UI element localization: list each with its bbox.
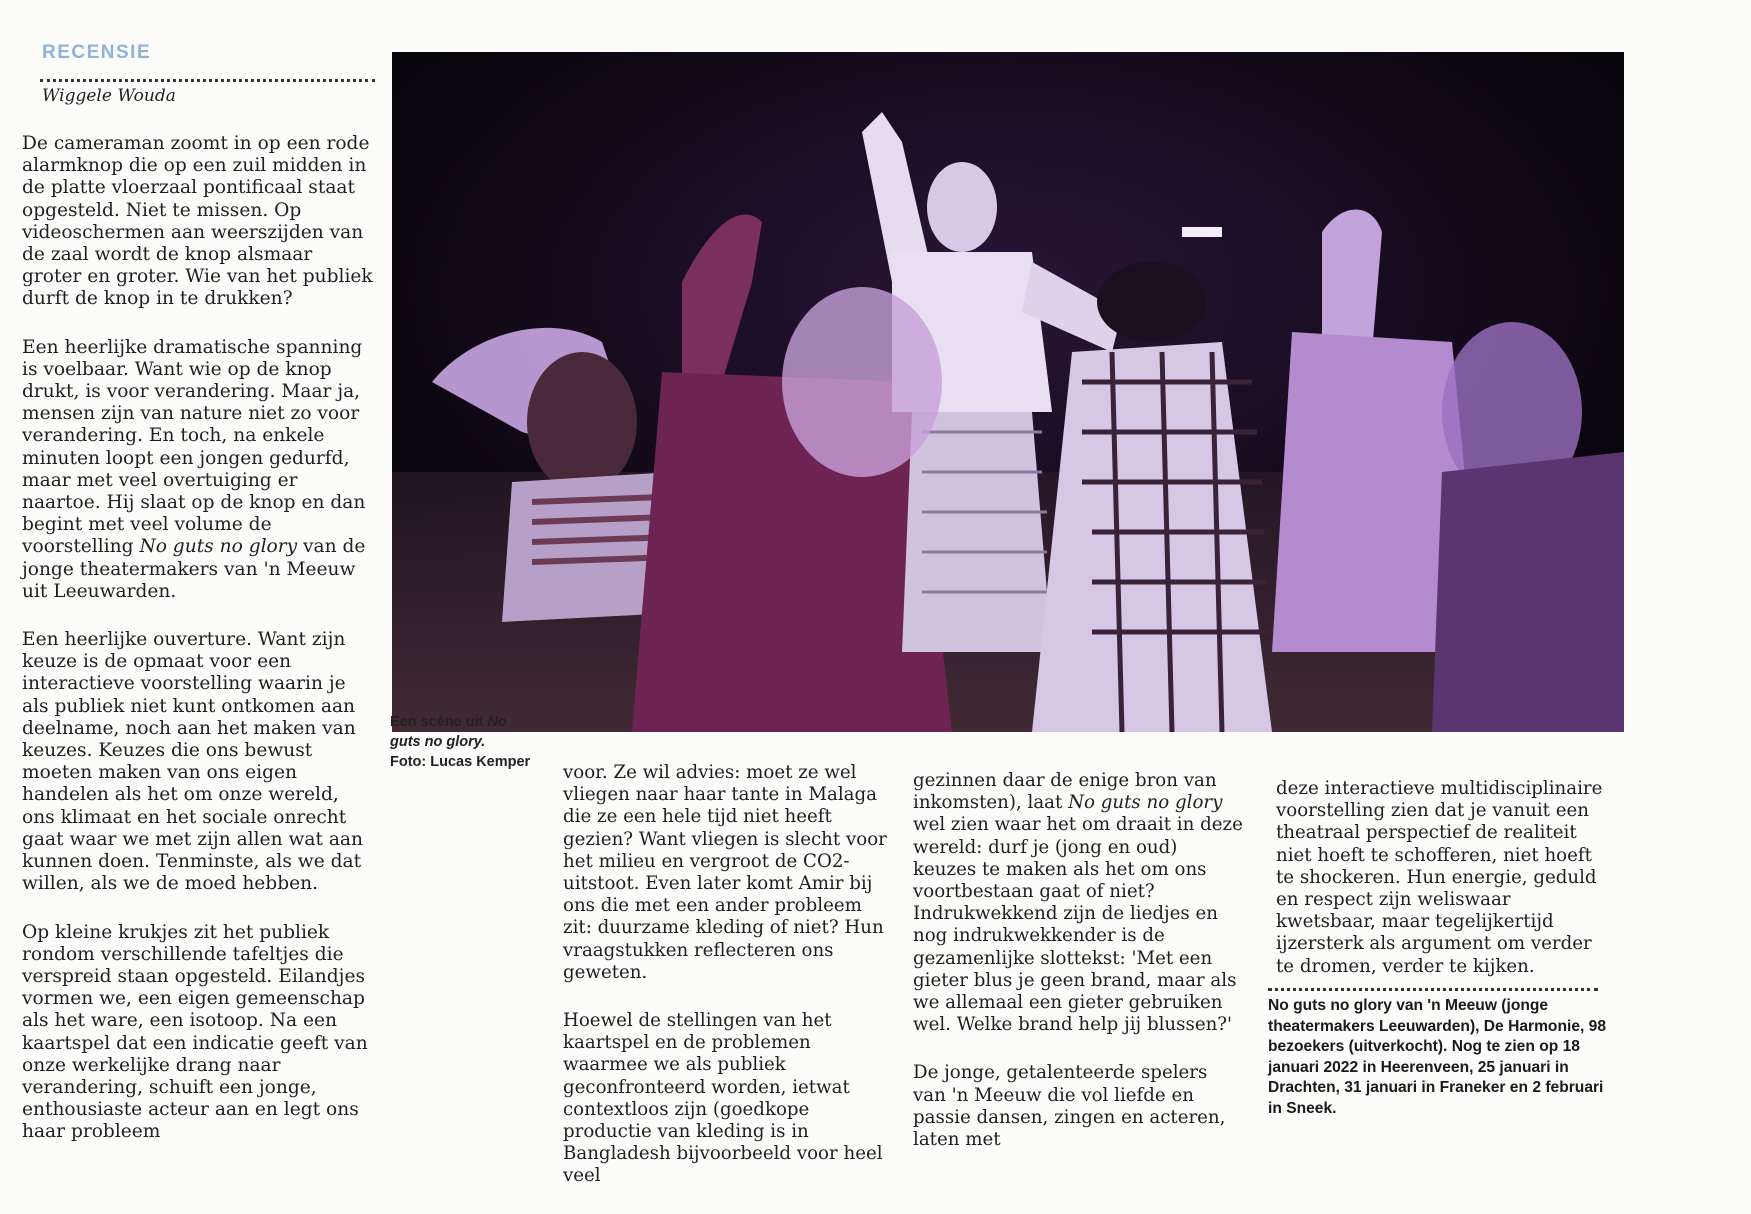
paragraph: voor. Ze wil advies: moet ze wel vliegen naar haar tante in Malaga die ze een hele tijd niet heeft gezien? Want vliegen is slecht voor het milieu en vergroot de CO2-uitstoot. Even later komt Amir bij ons die met een ander probleem zit: duurzame kleding of niet? Hun vraagstukken reflecteren ons geweten. [563, 762, 887, 983]
paragraph: Op kleine krukjes zit het publiek rondom verschillende tafeltjes die verspreid staan opgesteld. Eilandjes vormen we, een eigen gemeenschap als het ware, een isotoop. Na een kaartspel dat een indicatie geeft van onze werkelijke drang naar verandering, schuift een jonge, enthousiaste acteur aan en legt ons haar probleem [22, 921, 368, 1143]
paragraph: De cameraman zoomt in op een rode alarmknop die op een zuil midden in de platte vloerzaal pontificaal staat opgesteld. Niet te missen. Op videoschermen aan weerszijden van de zaal wordt de knop alsmaar groter en groter. Wie van het publiek durft de knop in te drukken? [22, 133, 373, 310]
performers-illustration [392, 52, 1624, 732]
paragraph: De jonge, getalenteerde spelers van 'n Meeuw die vol liefde en passie dansen, zingen en acteren, laten met [913, 1062, 1226, 1151]
paragraph: gezinnen daar de enige bron van inkomsten), laat No guts no glory wel zien waar het om draait in deze wereld: durf je (jong en oud) keuzes te maken als het om ons voortbestaan gaat of niet? Indrukwekkend zijn de liedjes en nog indrukwekkender is de gezamenlijke slottekst: 'Met een gieter blus je geen brand, maar als we allemaal een gieter gebruiken wel. Welke brand help jij blussen?' [913, 770, 1243, 1036]
info-dotted-rule [1268, 988, 1598, 991]
article-column-2 [563, 762, 893, 1214]
caption-show-title: No guts no glory. [390, 714, 507, 750]
photo-caption: Een scène uit No guts no glory. Foto: Lucas Kemper [390, 714, 531, 770]
paragraph: Een heerlijke ouverture. Want zijn keuze is de opmaat voor een interactieve voorstelling waarin je als publiek niet kunt ontkomen aan deelname, noch aan het maken van keuzes. Keuzes die ons bewust moeten maken van ons eigen handelen als het om onze wereld, ons klimaat en het sociale onrecht gaat waar we met zijn allen wat aan kunnen doen. Tenminste, als we dat willen, als we de moed hebben. [22, 629, 363, 895]
article-column-4 [1276, 778, 1606, 1004]
show-title: No guts no glory [1068, 792, 1223, 814]
author-byline: Wiggele Wouda [42, 86, 176, 106]
article-column-1 [22, 133, 374, 1170]
paragraph: Een heerlijke dramatische spanning is voelbaar. Want wie op de knop drukt, is voor verandering. Maar ja, mensen zijn van nature niet zo voor verandering. En toch, na enkele minuten loopt een jongen gedurfd, maar met veel overtuiging er naartoe. Hij slaat op de knop en dan begint met veel volume de voorstelling No guts no glory van de jonge theatermakers van 'n Meeuw uit Leeuwarden. [22, 336, 366, 602]
section-label: RECENSIE [42, 42, 152, 63]
paragraph: deze interactieve multidisciplinaire voorstelling zien dat je vanuit een theatraal perspectief de realiteit niet hoeft te schofferen, niet hoeft te shockeren. Hun energie, geduld en respect zijn weliswaar kwetsbaar, maar tegelijkertijd ijzersterk als argument om verder te dromen, verder te kijken. [1276, 778, 1603, 977]
paragraph: Hoewel de stellingen van het kaartspel en de problemen waarmee we als publiek geconfronteerd worden, ietwat contextloos zijn (goedkope productie van kleding is in Bangladesh bijvoorbeeld voor heel veel [563, 1010, 883, 1187]
photo-credit: Foto: Lucas Kemper [390, 754, 531, 770]
article-column-3 [913, 770, 1243, 1177]
stage-photo [392, 52, 1624, 732]
dotted-rule [40, 79, 375, 82]
performance-info-box: No guts no glory van 'n Meeuw (jonge theatermakers Leeuwarden), De Harmonie, 98 bezoekers (uitverkocht). Nog te zien op 18 januari 2022 in Heerenveen, 25 januari in Drachten, 31 januari in Franeker en 2 februari in Sneek. [1268, 997, 1606, 1117]
show-title: No guts no glory [139, 536, 298, 558]
